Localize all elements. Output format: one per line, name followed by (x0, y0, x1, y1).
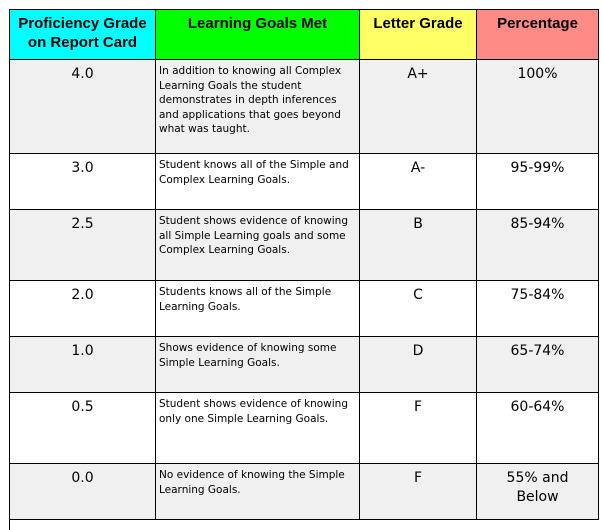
letter-grade-cell: C (360, 281, 477, 337)
letter-grade-cell: B (360, 210, 477, 281)
header-letter-grade: Letter Grade (360, 10, 477, 60)
proficiency-grade-cell: 2.5 (10, 210, 156, 281)
letter-grade-cell: A+ (360, 60, 477, 154)
header-row (10, 10, 599, 60)
learning-goals-cell: Student shows evidence of knowing all Simple Learning goals and some Complex Learning Goals. (156, 210, 360, 281)
header-percentage: Percentage (477, 10, 599, 60)
percentage-cell: 75-84% (477, 281, 599, 337)
proficiency-grade-cell: 3.0 (10, 154, 156, 210)
proficiency-grade-cell: 4.0 (10, 60, 156, 154)
learning-goals-cell: Students knows all of the Simple Learning Goals. (156, 281, 360, 337)
table-row (10, 393, 599, 464)
percentage-cell: 55% and Below (477, 464, 599, 520)
letter-grade-cell: F (360, 393, 477, 464)
percentage-cell: 100% (477, 60, 599, 154)
percentage-cell: 95-99% (477, 154, 599, 210)
letter-grade-cell: F (360, 464, 477, 520)
percentage-cell: 65-74% (477, 337, 599, 393)
table-row (10, 60, 599, 154)
table-row (10, 210, 599, 281)
learning-goals-cell: Student shows evidence of knowing only one Simple Learning Goals. (156, 393, 360, 464)
learning-goals-cell: In addition to knowing all Complex Learning Goals the student demonstrates in depth inferences and applications that goes beyond what was taught. (156, 60, 360, 154)
table-header (10, 10, 599, 60)
table-edge-divider (9, 517, 10, 530)
table-body (10, 60, 599, 520)
letter-grade-cell: D (360, 337, 477, 393)
percentage-cell: 60-64% (477, 393, 599, 464)
proficiency-grade-cell: 2.0 (10, 281, 156, 337)
table-row (10, 281, 599, 337)
table-row (10, 337, 599, 393)
proficiency-grade-cell: 0.5 (10, 393, 156, 464)
grading-scale-table (9, 9, 599, 520)
learning-goals-cell: Shows evidence of knowing some Simple Learning Goals. (156, 337, 360, 393)
percentage-cell: 85-94% (477, 210, 599, 281)
header-proficiency-grade: Proficiency Grade on Report Card (10, 10, 156, 60)
learning-goals-cell: Student knows all of the Simple and Complex Learning Goals. (156, 154, 360, 210)
table-row (10, 464, 599, 520)
table-row (10, 154, 599, 210)
header-learning-goals-met: Learning Goals Met (156, 10, 360, 60)
proficiency-grade-cell: 1.0 (10, 337, 156, 393)
proficiency-grade-cell: 0.0 (10, 464, 156, 520)
learning-goals-cell: No evidence of knowing the Simple Learning Goals. (156, 464, 360, 520)
letter-grade-cell: A- (360, 154, 477, 210)
